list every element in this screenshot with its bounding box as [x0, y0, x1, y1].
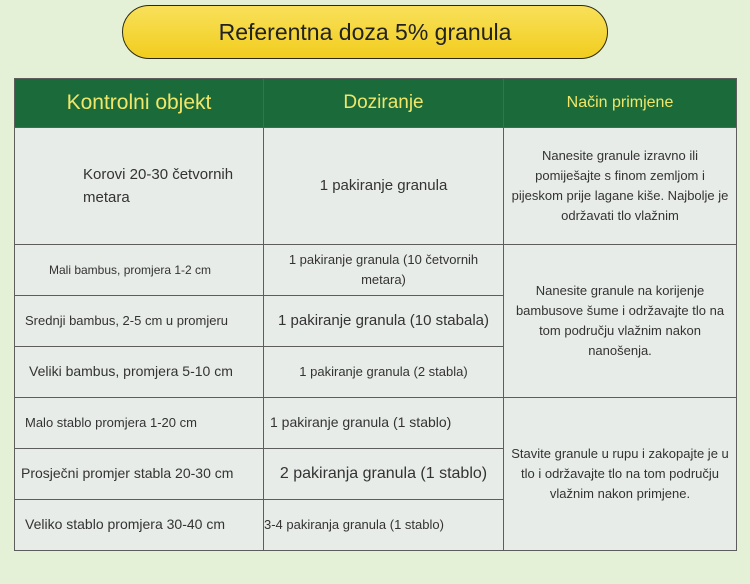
object-cell: Korovi 20-30 četvornih metara [15, 128, 264, 245]
table-row [15, 245, 737, 296]
dose-cell: 1 pakiranje granula (10 stabala) [264, 296, 504, 347]
object-cell: Veliko stablo promjera 30-40 cm [15, 500, 264, 551]
method-cell: Nanesite granule na korijenje bambusove šume i održavajte tlo na tom području vlažnim nakon nanošenja. [504, 245, 737, 398]
reference-dose-table [14, 78, 737, 551]
dose-cell: 1 pakiranje granula (10 četvornih metara) [264, 245, 504, 296]
method-cell: Nanesite granule izravno ili pomiješajte s finom zemljom i pijeskom prije lagane kiše. Najbolje je održavati tlo vlažnim [504, 128, 737, 245]
object-cell: Prosječni promjer stabla 20-30 cm [15, 449, 264, 500]
page-title: Referentna doza 5% granula [122, 5, 608, 59]
dose-cell: 1 pakiranje granula [264, 128, 504, 245]
object-cell: Veliki bambus, promjera 5-10 cm [15, 347, 264, 398]
header-application-method: Način primjene [504, 79, 737, 128]
dose-cell: 1 pakiranje granula (2 stabla) [264, 347, 504, 398]
table-header-row [15, 79, 737, 128]
dose-cell: 1 pakiranje granula (1 stablo) [264, 398, 504, 449]
dose-cell: 3-4 pakiranja granula (1 stablo) [264, 500, 504, 551]
header-control-object: Kontrolni objekt [15, 79, 264, 128]
dose-cell: 2 pakiranja granula (1 stablo) [264, 449, 504, 500]
table-row [15, 128, 737, 245]
method-cell: Stavite granule u rupu i zakopajte je u tlo i održavajte tlo na tom području vlažnim nakon primjene. [504, 398, 737, 551]
object-cell: Mali bambus, promjera 1-2 cm [15, 245, 264, 296]
table-row [15, 398, 737, 449]
object-cell: Malo stablo promjera 1-20 cm [15, 398, 264, 449]
object-cell: Srednji bambus, 2-5 cm u promjeru [15, 296, 264, 347]
header-dosage: Doziranje [264, 79, 504, 128]
